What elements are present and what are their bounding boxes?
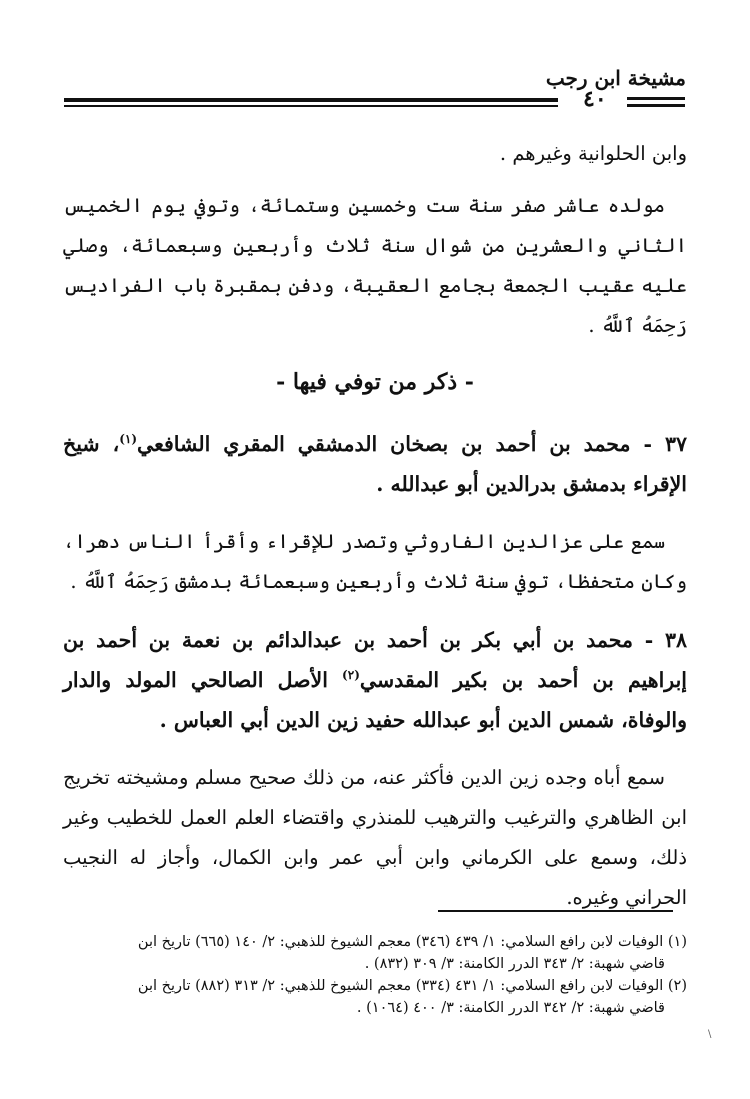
margin-mark: \ — [708, 1029, 712, 1040]
footnote-1-line-1: (١) الوفيات لابن رافع السلامي: ١/ ٤٣٩ (٣٤٦) معجم الشيوخ للذهبي: ٢/ ١٤٠ (٦٦٥) تاريخ ابن — [137, 934, 687, 950]
footnote-2-line-2: قاضي شهبة: ٢/ ٣٤٢ الدرر الكامنة: ٣/ ٤٠٠ (١٠٦٤) . — [356, 1000, 665, 1016]
page-number-rule-top — [627, 97, 685, 100]
page-number: ٤٠ — [583, 86, 607, 112]
footnote-2 — [63, 975, 687, 1019]
header-rule-thin — [64, 105, 558, 107]
running-header-title: مشيخة ابن رجب — [545, 66, 686, 90]
footnote-2-line-1: (٢) الوفيات لابن رافع السلامي: ١/ ٤٣١ (٣٣٤) معجم الشيوخ للذهبي: ٢/ ٣١٣ (٨٨٢) تاريخ ابن — [137, 978, 687, 994]
paragraph-entry-37: سمع على عزالدين الفاروثي وتصدر للإقراء وأقرأ الناس دهرا، وكان متحفظا، توفي سنة ثلاث وأربعين وسبعمائة بدمشق رَحِمَهُ ٱللَّهُ . — [63, 530, 687, 593]
footnote-ref-1[interactable]: (١) — [119, 432, 138, 447]
footnote-1-line-2: قاضي شهبة: ٢/ ٣٤٣ الدرر الكامنة: ٣/ ٣٠٩ (٨٣٢) . — [364, 956, 665, 972]
paragraph-entry-38: سمع أباه وجده زين الدين فأكثر عنه، من ذلك صحيح مسلم ومشيخته تخريج ابن الظاهري والترغيب والترهيب للمنذري واقتضاء العلم العمل للخطيب وغير ذلك، وسمع على الكرماني وابن أبي عمر وابن الكمال، وأجاز له النجيب الحراني وغيره. — [63, 766, 687, 909]
section-heading: - ذكر من توفي فيها - — [276, 369, 474, 395]
entry-38-name: ٣٨ - محمد بن أبي بكر بن أحمد بن عبدالدائم بن نعمة بن أحمد بن إبراهيم بن أحمد بن بكير المقدسي — [63, 628, 687, 692]
main-text — [63, 134, 687, 918]
paragraph-intro: وابن الحلوانية وغيرهم . — [499, 142, 687, 165]
page-number-rule-bottom — [627, 104, 685, 107]
footnote-ref-2[interactable]: (٢) — [342, 668, 360, 683]
entry-37-title: ، شيخ الإقراء بدمشق بدرالدين أبو عبدالله . — [63, 432, 687, 496]
entry-37-name: ٣٧ - محمد بن أحمد بن بصخان الدمشقي المقري الشافعي — [137, 432, 687, 456]
footnote-1 — [63, 931, 687, 975]
header-rule-thick — [64, 98, 558, 102]
entry-37-heading — [63, 424, 687, 504]
footnotes — [63, 931, 687, 1019]
paragraph-death-date: مولده عاشر صفر سنة ست وخمسين وستمائة، وتوفي يوم الخميس الثاني والعشرين من شوال سنة ثلاث وأربعين وسبعمائة، وصلي عليه عقيب الجمعة بجامع العقيبة، ودفن بمقبرة باب الفراديس رَحِمَهُ ٱللَّهُ . — [63, 194, 687, 337]
entry-38-title: الأصل الصالحي المولد والدار والوفاة، شمس الدين أبو عبدالله حفيد زين الدين أبي العباس . — [63, 668, 687, 732]
footnote-separator — [438, 910, 673, 912]
entry-38-heading — [63, 620, 687, 740]
